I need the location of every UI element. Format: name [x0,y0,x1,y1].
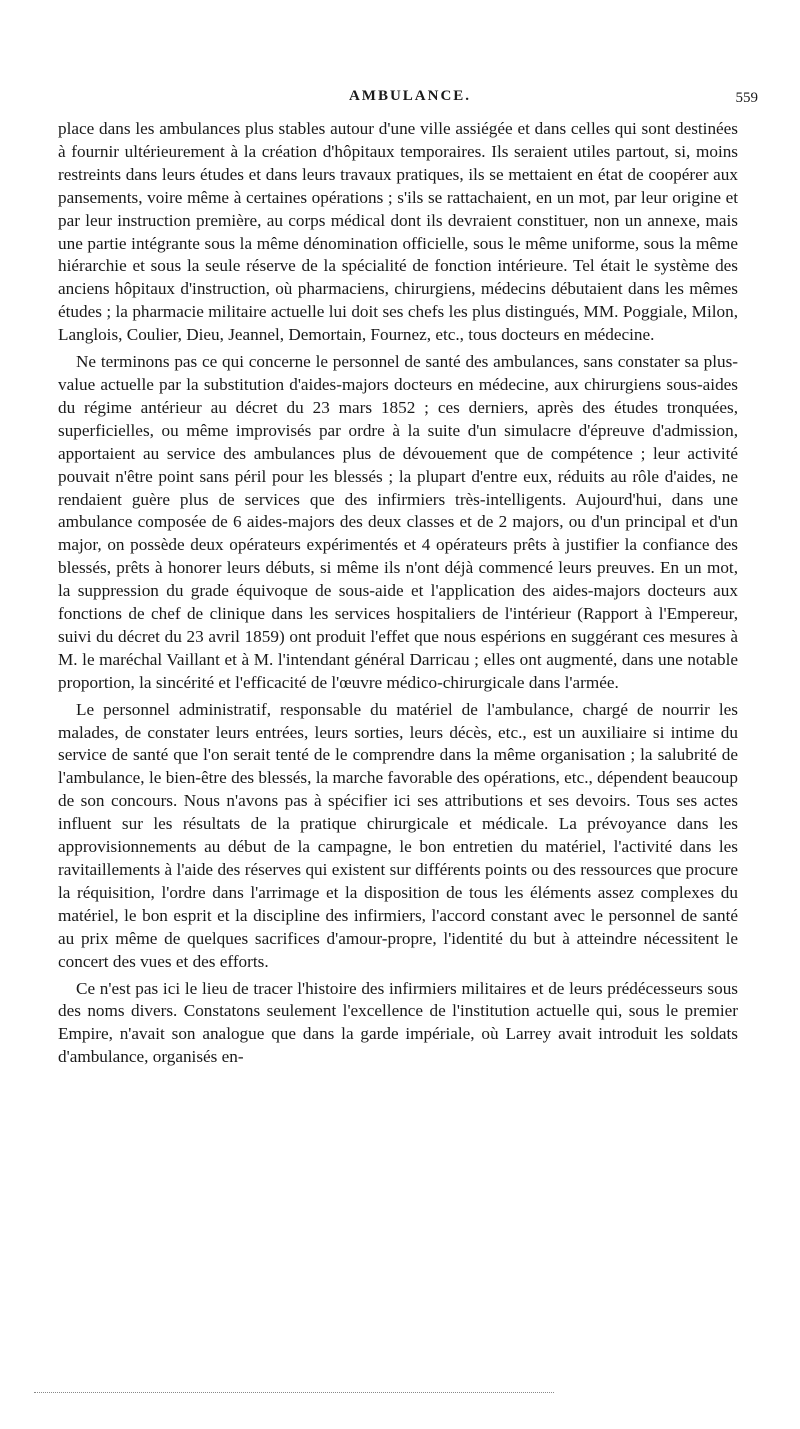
page-number: 559 [735,90,758,106]
paragraph-3: Le personnel administratif, responsable du matériel de l'ambulance, chargé de nourrir les malades, de constater leurs entrées, leurs sorties, leurs décès, etc., est un auxiliaire si intime du service de santé que l'on serait tenté de le comprendre dans la même organisation ; la salubrité de l'ambulance, le bien-être des blessés, la marche favorable des opérations, etc., dépendent beaucoup de son concours. Nous n'avons pas à spécifier ici ses attributions et ses devoirs. Tous ses actes influent sur les résultats de la pratique chirurgicale et médicale. La prévoyance dans les approvisionnements au début de la campagne, le bon entretien du matériel, l'activité dans les ravitaillements à l'aide des réserves qui existent sur différents points ou des ressources que procure la réquisition, l'ordre dans l'arrimage et la disposition de tous les éléments assez complexes du matériel, le bon esprit et la discipline des infirmiers, l'accord constant avec le personnel de santé au prix même de quelques sacrifices d'amour-propre, l'identité du but à atteindre nécessitent le concert des vues et des efforts. [58,699,738,971]
running-header [60,88,760,110]
paragraph-4: Ce n'est pas ici le lieu de tracer l'histoire des infirmiers militaires et de leurs prédécesseurs sous des noms divers. Constatons seulement l'excellence de l'institution actuelle qui, sous le premier Empire, n'avait son analogue que dans la garde impériale, où Larrey avait introduit les soldats d'ambulance, organisés en- [58,978,738,1067]
paragraph-2: Ne terminons pas ce qui concerne le personnel de santé des ambulances, sans constater sa plus-value actuelle par la substitution d'aides-majors docteurs en médecine, aux chirurgiens sous-aides du régime antérieur au décret du 23 mars 1852 ; ces derniers, après des études tronquées, superficielles, ou même improvisés par ordre à la suite d'un simulacre d'épreuve d'admission, apportaient au service des ambulances plus de dévouement que de compétence ; leur activité pouvait n'être point sans péril pour les blessés ; la plupart d'entre eux, réduits au rôle d'aides, ne rendaient guère plus de services que des infirmiers très-intelligents. Aujourd'hui, dans une ambulance composée de 6 aides-majors des deux classes et de 2 majors, ou d'un principal et d'un major, on possède deux opérateurs expérimentés et 4 opérateurs prêts à justifier la confiance des blessés, prêts à honorer leurs débuts, si même ils n'ont déjà commencé leurs preuves. En un mot, la suppression du grade équivoque de sous-aide et l'application des aides-majors docteurs aux fonctions de chef de clinique dans les services hospitaliers de l'intérieur (Rapport à l'Empereur, suivi du décret du 23 avril 1859) ont produit l'effet que nous espérions en suggérant ces mesures à M. le maréchal Vaillant et à M. l'intendant général Darricau ; elles ont augmenté, dans une notable proportion, la sincérité et l'efficacité de l'œuvre médico-chirurgicale dans l'armée. [58,352,738,692]
running-title: AMBULANCE. [348,88,472,104]
body-text [58,118,738,1069]
footer-divider [34,1392,554,1393]
paragraph-1: place dans les ambulances plus stables autour d'une ville assiégée et dans celles qui sont destinées à fournir ultérieurement à la création d'hôpitaux temporaires. Ils seraient utiles partout, si, moins restreints dans leurs études et dans leurs travaux pratiques, ils se mettaient en état de coopérer aux pansements, voire même à certaines opérations ; s'ils se rattachaient, en un mot, par leur origine et par leur instruction première, au corps médical dont ils devraient constituer, non un annexe, mais une partie intégrante sous la même dénomination officielle, sous le même uniforme, sous la même hiérarchie et sous la seule réserve de la spécialité de fonction intérieure. Tel était le système des anciens hôpitaux d'instruction, où pharmaciens, chirurgiens, médecins débutaient dans les mêmes études ; la pharmacie militaire actuelle lui doit ses chefs les plus distingués, MM. Poggiale, Milon, Langlois, Coulier, Dieu, Jeannel, Demortain, Fournez, etc., tous docteurs en médecine. [58,119,738,345]
